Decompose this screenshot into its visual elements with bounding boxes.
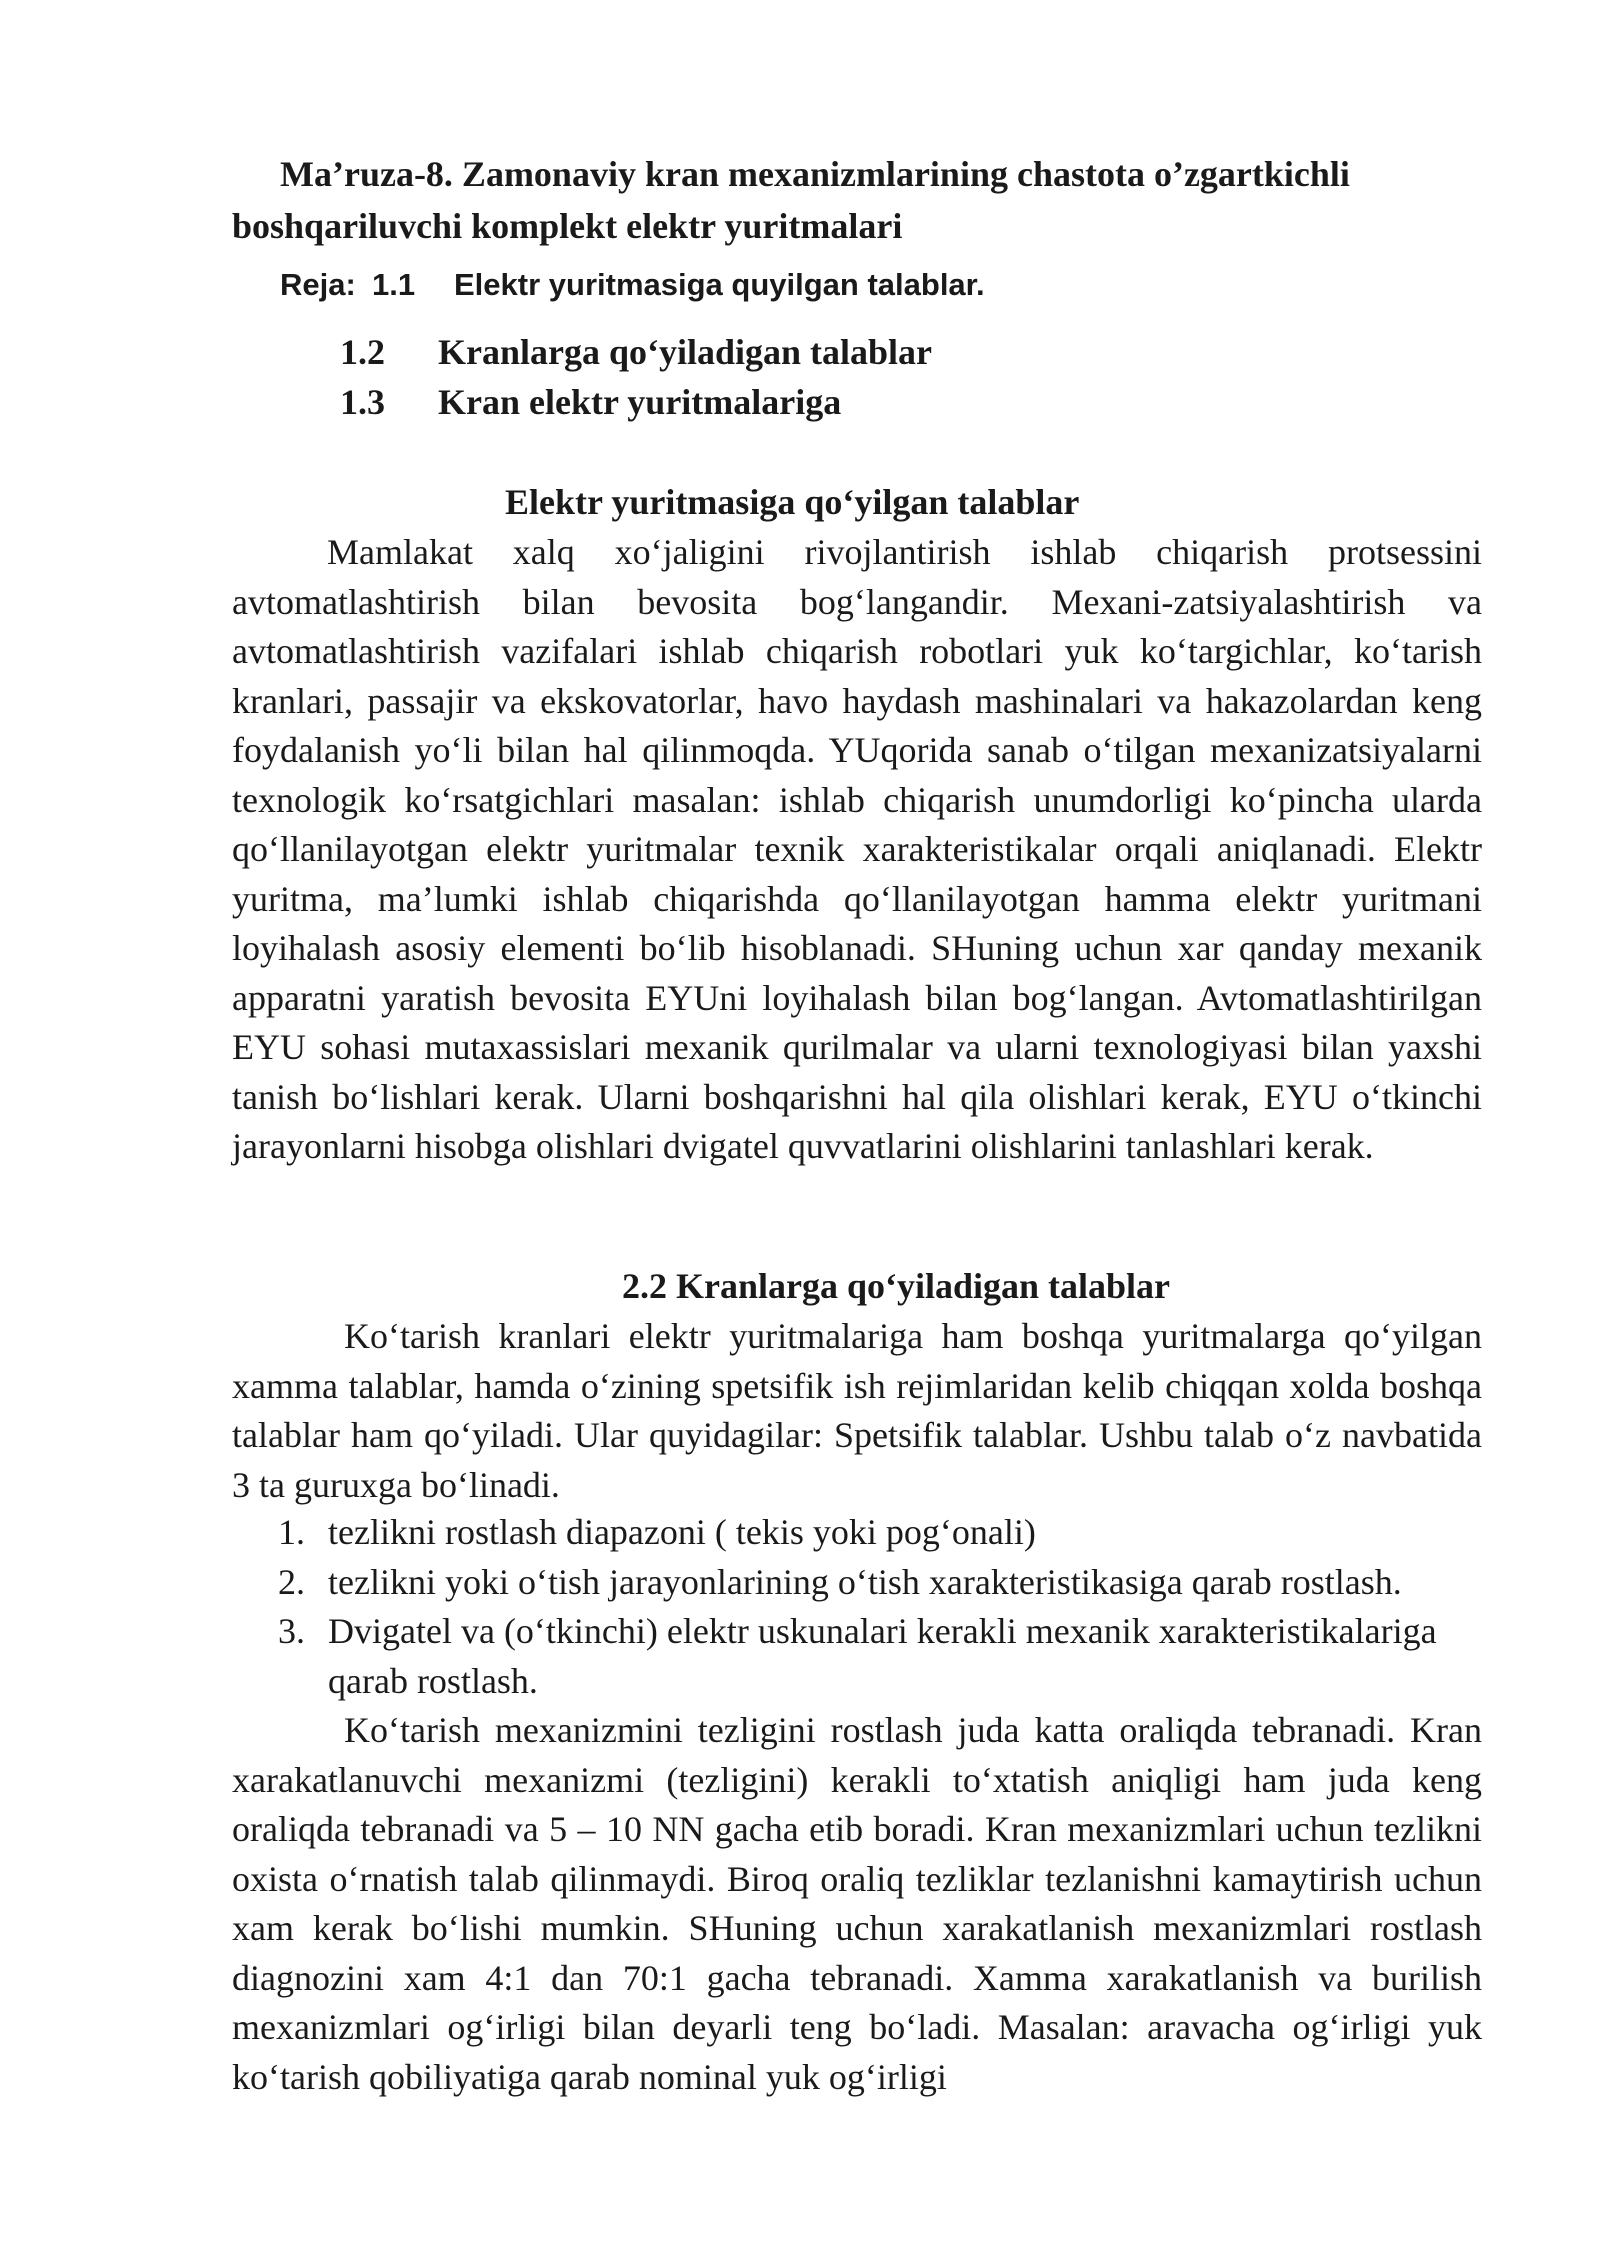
plan-item-text: Kranlarga qo‘yiladigan talablar — [438, 332, 933, 372]
section-2-paragraph: Ko‘tarish mexanizmini tezligini rostlash juda katta oraliqda tebranadi. Kran xarakatlanuvchi mexanizmi (tezligini) kerakli to‘xtatish aniqligi ham juda keng oraliqda tebranadi va 5 – 10 NN gacha etib boradi. Kran mexanizmlari uchun tezlikni oxista o‘rnatish talab qilinmaydi. Biroq oraliq tezliklar tezlanishni kamaytirish uchun xam kerak bo‘lishi mumkin. SHuning uchun xarakatlanish mexanizmlari rostlash diagnozini xam 4:1 dan 70:1 gacha tebranadi. Xamma xarakatlanish va burilish mexanizmlari og‘irligi bilan deyarli teng bo‘ladi. Masalan: aravacha og‘irligi yuk ko‘tarish qobiliyatiga qarab nominal yuk og‘irligi — [232, 1710, 1482, 2097]
list-item-text: Dvigatel va (o‘tkinchi) elektr uskunalari kerakli mexanik xarakteristikalariga qarab rostlash. — [328, 1611, 1437, 1701]
plan-item-number: 1.2 — [340, 332, 385, 372]
plan-item-number: 1.1 — [372, 267, 416, 302]
list-marker: 2. — [278, 1561, 305, 1602]
plan-line-3 — [340, 380, 841, 424]
list-item-text: tezlikni yoki o‘tish jarayonlarining o‘tish xarakteristikasiga qarab rostlash. — [328, 1561, 1402, 1602]
list-item-text: tezlikni rostlash diapazoni ( tekis yoki pog‘onali) — [328, 1512, 1036, 1552]
plan-line-1 — [280, 265, 985, 305]
section-heading-1: Elektr yuritmasiga qo‘yilgan talablar — [505, 482, 1080, 522]
plan-label: Reja: — [280, 267, 356, 302]
section-2-intro: Ko‘tarish kranlari elektr yuritmalariga ham boshqa yuritmalarga qo‘yilgan xamma talablar, hamda o‘zining spetsifik ish rejimlaridan kelib chiqqan xolda boshqa talablar ham qo‘yiladi. Ular quyidagilar: Spetsifik talablar. Ushbu talab o‘z navbatida 3 ta guruxga bo‘linadi. — [232, 1316, 1482, 1505]
requirements-list — [232, 1508, 1482, 1706]
list-item — [232, 1607, 1482, 1706]
list-item — [232, 1558, 1482, 1608]
list-marker: 3. — [278, 1611, 305, 1651]
list-marker: 1. — [278, 1512, 305, 1552]
plan-item-text: Kran elektr yuritmalariga — [438, 382, 842, 422]
plan-item-number: 1.3 — [340, 382, 385, 422]
section-heading-2: 2.2 Kranlarga qo‘yiladigan talablar — [622, 1266, 1171, 1306]
lecture-title: Ma’ruza-8. Zamonaviy kran mexanizmlarining chastota o’zgartkichli boshqariluvchi komplekt elektr yuritmalari — [232, 154, 1350, 246]
list-item — [232, 1508, 1482, 1558]
section-1-paragraph: Mamlakat xalq xo‘jaligini rivojlantirish ishlab chiqarish protsessini avtomatlashtirish bilan bevosita bog‘langandir. Mexani-zatsiyalashtirish va avtomatlashtirish vazifalari ishlab chiqarish robotlari yuk ko‘targichlar, ko‘tarish kranlari, passajir va ekskovatorlar, havo haydash mashinalari va hakazolardan keng foydalanish yo‘li bilan hal qilinmoqda. YUqorida sanab o‘tilgan mexanizatsiyalarni texnologik ko‘rsatgichlari masalan: ishlab chiqarish unumdorligi ko‘pincha ularda qo‘llanilayotgan elektr yuritmalar texnik xarakteristikalar orqali aniqlanadi. Elektr yuritma, ma’lumki ishlab chiqarishda qo‘llanilayotgan hamma elektr yuritmani loyihalash asosiy elementi bo‘lib hisoblanadi. SHuning uchun xar qanday mexanik apparatni yaratish bevosita EYUni loyihalash bilan bog‘langan. Avtomatlashtirilgan EYU sohasi mutaxassislari mexanik qurilmalar va ularni texnologiyasi bilan yaxshi tanish bo‘lishlari kerak. Ularni boshqarishni hal qila olishlari kerak, EYU o‘tkinchi jarayonlarni hisobga olishlari dvigatel quvvatlarini olishlarini tanlashlari kerak. — [232, 532, 1482, 1166]
plan-item-text: Elektr yuritmasiga quyilgan talablar. — [454, 267, 985, 302]
plan-line-2 — [340, 330, 932, 374]
